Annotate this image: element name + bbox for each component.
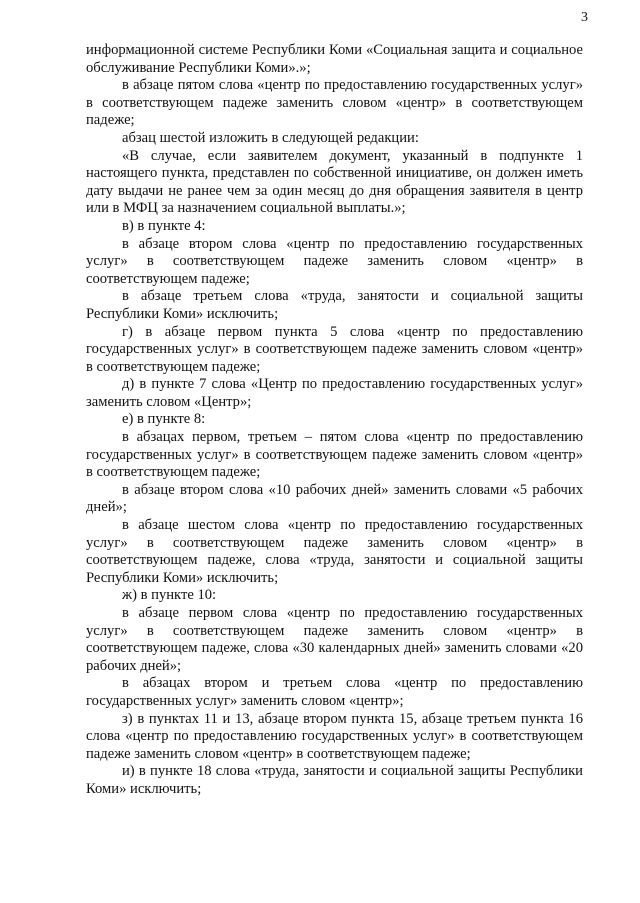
paragraph: з) в пунктах 11 и 13, абзаце втором пункта 15, абзаце третьем пункта 16 слова «центр по предоставлению государственных услуг» в соответствующем падеже заменить словом «центр» в соответствующем падеже; xyxy=(86,710,583,762)
paragraph: ж) в пункте 10: xyxy=(122,587,217,604)
paragraph: в абзаце пятом слова «центр по предоставлению государственных услуг» в соответствующем падеже заменить словом «центр» в соответствующем падеже; xyxy=(86,77,583,129)
paragraph: абзац шестой изложить в следующей редакции: xyxy=(122,129,419,146)
paragraph: в) в пункте 4: xyxy=(122,217,206,234)
paragraph: и) в пункте 18 слова «труда, занятости и социальной защиты Республики Коми» исключить; xyxy=(86,763,583,797)
paragraph: в абзаце первом слова «центр по предоставлению государственных услуг» в соответствующем падеже заменить словом «центр» в соответствующем падеже, слова «30 календарных дней» заменить словами «20 рабочих дней»; xyxy=(86,605,583,674)
paragraph: в абзаце втором слова «центр по предоставлению государственных услуг» в соответствующем падеже заменить словом «центр» в соответствующем падеже; xyxy=(86,235,583,287)
paragraph: в абзаце третьем слова «труда, занятости и социальной защиты Республики Коми» исключить; xyxy=(86,288,583,322)
paragraph: г) в абзаце первом пункта 5 слова «центр по предоставлению государственных услуг» в соответствующем падеже заменить словом «центр» в соответствующем падеже; xyxy=(86,323,583,375)
document-body xyxy=(86,42,583,799)
paragraph-continuation: информационной системе Республики Коми «Социальная защита и социальное обслуживание Республики Коми».»; xyxy=(86,42,583,76)
paragraph: в абзацах первом, третьем – пятом слова «центр по предоставлению государственных услуг» в соответствующем падеже заменить словом «центр» в соответствующем падеже; xyxy=(86,429,583,481)
paragraph: в абзаце шестом слова «центр по предоставлению государственных услуг» в соответствующем падеже заменить словом «центр» в соответствующем падеже, слова «труда, занятости и социальной защиты Республики Коми» исключить; xyxy=(86,517,583,586)
paragraph: в абзаце втором слова «10 рабочих дней» заменить словами «5 рабочих дней»; xyxy=(86,481,583,516)
page-number: 3 xyxy=(581,10,588,25)
paragraph: д) в пункте 7 слова «Центр по предоставлению государственных услуг» заменить словом «Центр»; xyxy=(86,376,583,410)
paragraph: в абзацах втором и третьем слова «центр по предоставлению государственных услуг» заменить словом «центр»; xyxy=(86,675,583,709)
paragraph: е) в пункте 8: xyxy=(122,411,206,428)
paragraph: «В случае, если заявителем документ, указанный в подпункте 1 настоящего пункта, представлен по собственной инициативе, он должен иметь дату выдачи не ранее чем за один месяц до дня обращения заявителя в центр или в МФЦ за назначением социальной выплаты.»; xyxy=(86,147,583,217)
